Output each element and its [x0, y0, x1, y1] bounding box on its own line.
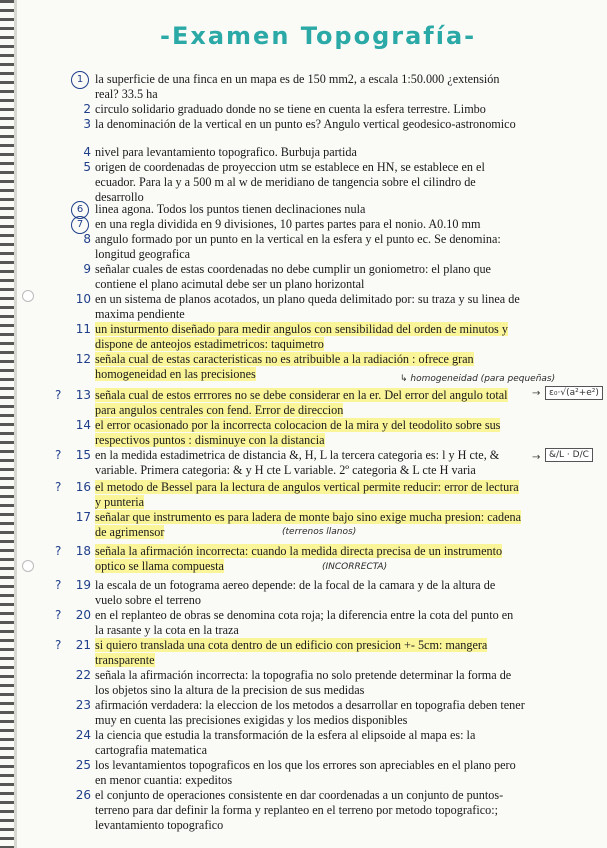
- question-text: origen de coordenadas de proyeccion utm se establece en HN, se establece en el ecuador. Para la y a 500 m al w de meridiano de tangencia sobre el cilindro de desarrollo: [95, 160, 485, 204]
- question-25: [75, 758, 525, 788]
- question-text: en un sistema de planos acotados, un plano queda delimitado por: su traza y su linea de maxima pendiente: [95, 292, 520, 321]
- question-text: los levantamientos topograficos en los que los errores son apreciables en el plano pero en menor cuantia: expeditos: [95, 758, 516, 787]
- formula-box: ε₀·√(a²+e²): [545, 386, 603, 400]
- question-text: si quiero translada una cota dentro de un edificio con presicion +- 5cm: mangera transparente: [95, 638, 488, 667]
- arrow-icon: →: [532, 452, 541, 463]
- question-mark: ?: [55, 578, 62, 592]
- question-11: [75, 322, 525, 352]
- question-number: 16: [75, 480, 91, 494]
- question-22: [75, 668, 525, 698]
- question-3: [83, 117, 525, 132]
- question-5: [83, 160, 525, 205]
- formula-box: &/L · D/C: [545, 448, 593, 462]
- question-text: en la medida estadimetrica de distancia &, H, L la tercera categoria es: l y H cte, & variable. Primera categoria: & y H cte L variable. 2º categoria & L cte H varia: [95, 448, 500, 477]
- question-text: señala la afirmación incorrecta: cuando la medida directa precisa de un instrumento optico se llama compuesta: [95, 544, 503, 573]
- question-text: señala cual de estas caracteristicas no es atribuible a la radiación : ofrece gran homogeneidad en las precisiones: [95, 352, 474, 381]
- question-number: 21: [75, 638, 91, 652]
- question-mark: ?: [55, 388, 62, 402]
- question-text: linea agona. Todos los puntos tienen declinaciones nula: [95, 202, 366, 216]
- question-number: 1: [71, 71, 89, 89]
- question-number: 3: [83, 117, 91, 131]
- question-mark: ?: [55, 448, 62, 462]
- question-number: 19: [75, 578, 91, 592]
- punch-hole: [22, 290, 34, 302]
- question-number: 10: [75, 292, 91, 306]
- question-number: 20: [75, 608, 91, 622]
- question-2: [83, 102, 525, 117]
- question-text: el metodo de Bessel para la lectura de angulos vertical permite reducir: error de lectura y punteria: [95, 480, 519, 509]
- question-number: 26: [75, 788, 91, 802]
- question-text: en el replanteo de obras se denomina cota roja; la diferencia entre la cota del punto en la rasante y la cota en la traza: [95, 608, 514, 637]
- margin-note: ↳ homogeneidad (para pequeñas): [400, 374, 556, 384]
- page-title: -Examen Topografía-: [160, 22, 477, 50]
- question-number: 15: [75, 448, 91, 462]
- question-number: 9: [83, 262, 91, 276]
- question-text: la ciencia que estudia la transformación de la esfera al elipsoide al mapa es: la cartografia matematica: [95, 728, 476, 757]
- question-text: la superficie de una finca en un mapa es de 150 mm2, a escala 1:50.000 ¿extensión real? 33.5 ha: [95, 72, 500, 101]
- question-text: angulo formado por un punto en la vertical en la esfera y el punto ec. Se denomina: longitud geografica: [95, 232, 501, 261]
- question-text: el error ocasionado por la incorrecta colocacion de la mira y del teodolito sobre sus respectivos puntos : disminuye con la distancia: [95, 418, 501, 447]
- margin-note: (terrenos llanos): [282, 527, 357, 537]
- question-text: un insturmento diseñado para medir angulos con sensibilidad del orden de minutos y dispone de anteojos estadimetricos: taquimetro: [95, 322, 508, 351]
- question-number: 8: [83, 232, 91, 246]
- question-text: la escala de un fotograma aereo depende: de la focal de la camara y de la altura de vuelo sobre el terreno: [95, 578, 496, 607]
- question-text: señalar cuales de estas coordenadas no debe cumplir un goniometro: el plano que contiene el plano acimutal debe ser un plano horizontal: [95, 262, 491, 291]
- question-mark: ?: [55, 544, 62, 558]
- question-20: [55, 608, 525, 638]
- question-10: [75, 292, 525, 322]
- question-16: [55, 480, 525, 510]
- margin-note: (INCORRECTA): [322, 562, 388, 572]
- question-text: circulo solidario graduado donde no se tiene en cuenta la esfera terrestre. Limbo: [95, 102, 486, 116]
- question-4: [83, 145, 525, 160]
- question-number: 4: [83, 145, 91, 159]
- question-text: afirmación verdadera: la eleccion de los metodos a desarrollar en topografia deben tener muy en cuenta las precisiones exigidas y los medios disponibles: [95, 698, 525, 727]
- question-23: [75, 698, 525, 728]
- question-number: 22: [75, 668, 91, 682]
- question-number: 11: [75, 322, 91, 336]
- question-number: 6: [71, 201, 89, 219]
- question-text: señala cual de estos errrores no se debe considerar en la er. Del error del angulo total para angulos centrales con fend. Error de direccion: [95, 388, 508, 417]
- question-7: [76, 217, 525, 232]
- question-number: 13: [75, 388, 91, 402]
- binding-edge: [14, 0, 17, 848]
- question-mark: ?: [55, 638, 62, 652]
- question-text: el conjunto de operaciones consistente en dar coordenadas a un conjunto de puntos- terreno para dar definir la forma y replanteo en el terreno por metodo topografico:; levantamiento topografico: [95, 788, 504, 832]
- question-8: [83, 232, 525, 262]
- question-15: [55, 448, 525, 478]
- question-mark: ?: [55, 480, 62, 494]
- question-number: 5: [83, 160, 91, 174]
- question-number: 2: [83, 102, 91, 116]
- question-text: nivel para levantamiento topografico. Burbuja partida: [95, 145, 357, 159]
- question-text: la denominación de la vertical en un punto es? Angulo vertical geodesico-astronomico: [95, 117, 516, 131]
- question-number: 18: [75, 544, 91, 558]
- question-18: [55, 544, 525, 574]
- arrow-icon: →: [532, 388, 541, 399]
- punch-hole: [22, 560, 34, 572]
- question-mark: ?: [55, 608, 62, 622]
- question-number: 12: [75, 352, 91, 366]
- question-9: [83, 262, 525, 292]
- question-number: 14: [75, 418, 91, 432]
- question-text: en una regla dividida en 9 divisiones, 10 partes partes para el nonio. A0.10 mm: [95, 217, 481, 231]
- question-21: [55, 638, 525, 668]
- question-text: señalar que instrumento es para ladera de monte bajo sino exige mucha presion: cadena de agrimensor: [95, 510, 522, 539]
- spiral-binding: [0, 0, 14, 848]
- question-1: [76, 72, 525, 102]
- question-26: [75, 788, 525, 833]
- question-number: 24: [75, 728, 91, 742]
- question-6: [76, 202, 525, 217]
- question-24: [75, 728, 525, 758]
- question-text: señala la afirmación incorrecta: la topografia no solo pretende determinar la forma de los objetos sino la altura de la precision de sus medidas: [95, 668, 512, 697]
- question-number: 23: [75, 698, 91, 712]
- question-13: [55, 388, 525, 418]
- question-number: 7: [71, 216, 89, 234]
- question-number: 17: [75, 510, 91, 524]
- question-14: [75, 418, 525, 448]
- question-19: [55, 578, 525, 608]
- question-number: 25: [75, 758, 91, 772]
